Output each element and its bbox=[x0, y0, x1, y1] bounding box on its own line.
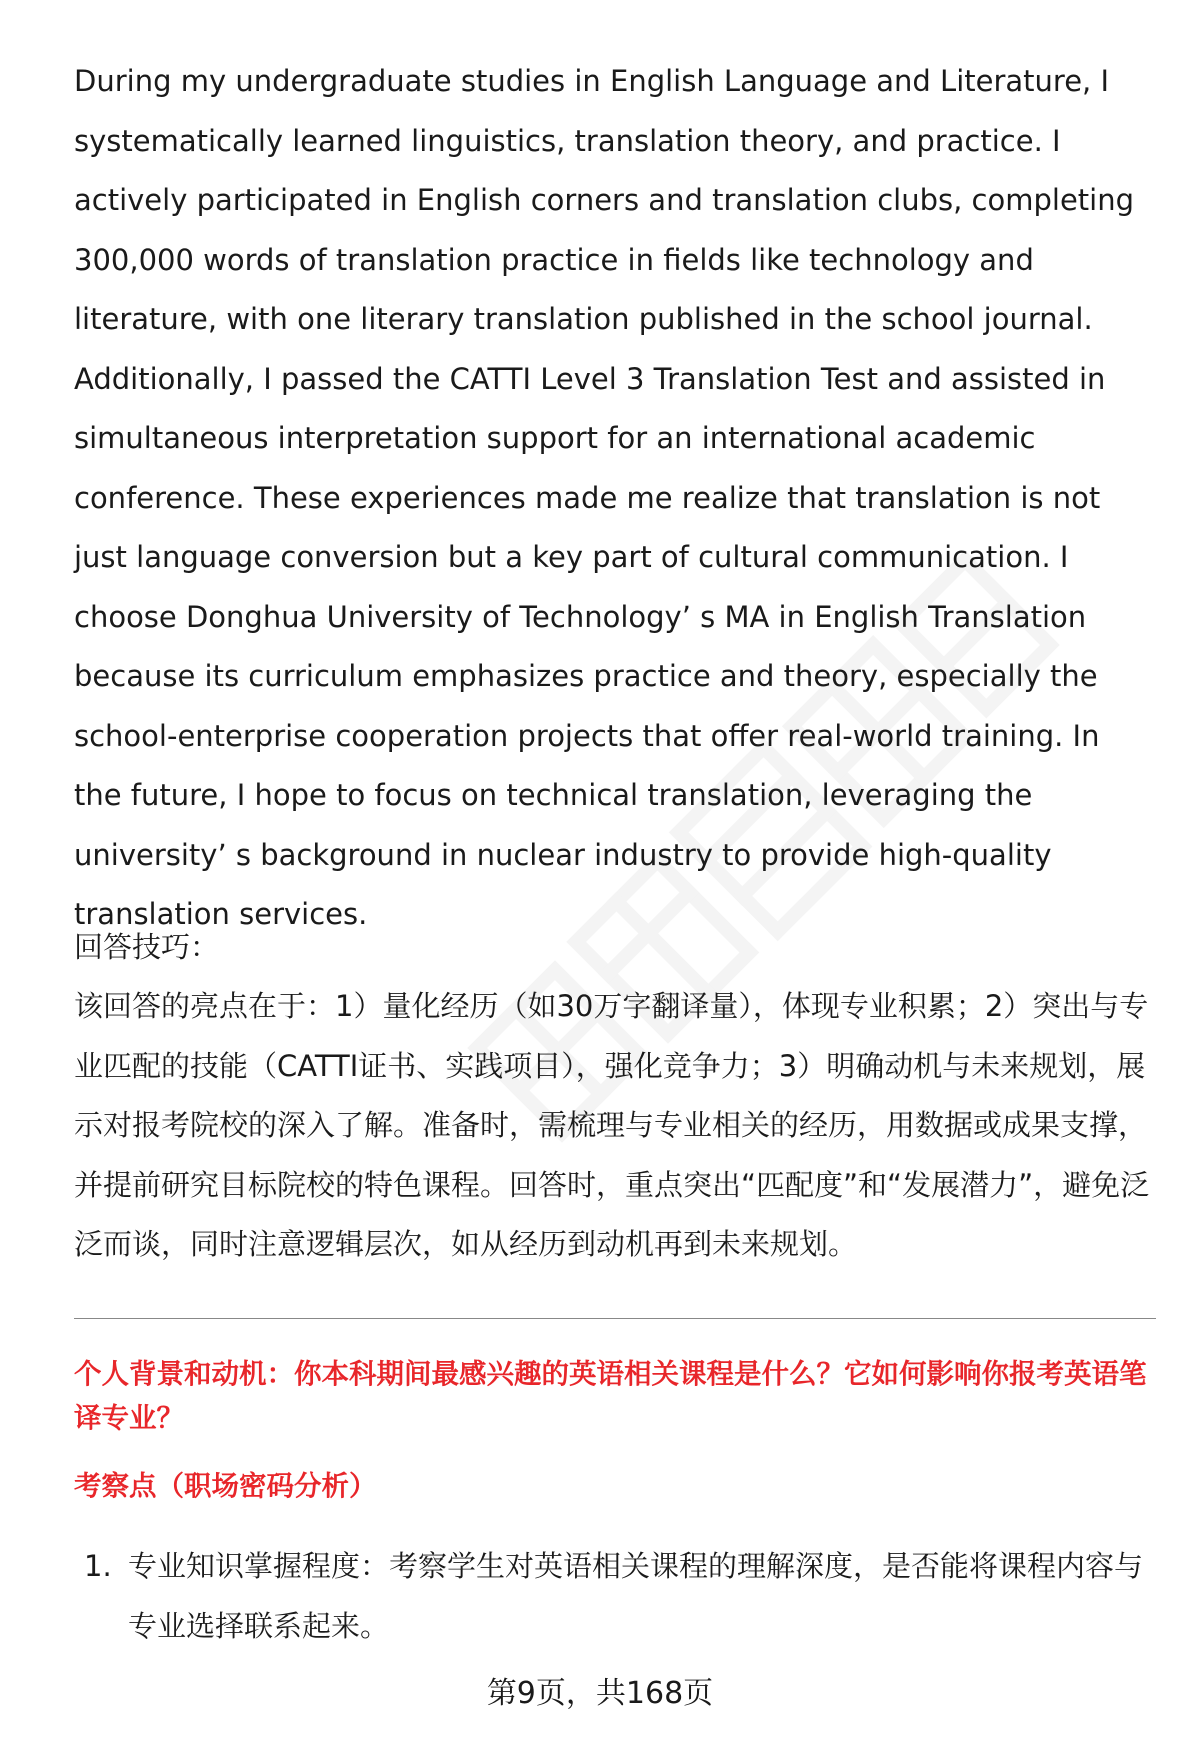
sample-answer-paragraph: During my undergraduate studies in English Language and Literature, I systematically learned linguistics, translation theory, and practice. I actively participated in English corners and translation clubs, completing 300,000 words of translation practice in fields like technology and literature, with one literary translation published in the school journal. Additionally, I passed the CATTI Level 3 Translation Test and assisted in simultaneous interpretation support for an international academic conference. These experiences made me realize that translation is not just language conversion but a key part of cultural communication. I choose Donghua University of Technology’ s MA in English Translation because its curriculum emphasizes practice and theory, especially the school-enterprise cooperation projects that offer real-world training. In the future, I hope to focus on technical translation, leveraging the university’ s background in nuclear industry to provide high-quality translation services. bbox=[74, 64, 1135, 931]
interview-question: 个人背景和动机：你本科期间最感兴趣的英语相关课程是什么？它如何影响你报考英语笔译专业？ bbox=[74, 1358, 1147, 1434]
page-number-footer: 第9页，共168页 bbox=[486, 1676, 714, 1711]
list-item bbox=[84, 1537, 1160, 1656]
analysis-list bbox=[84, 1537, 1160, 1656]
tips-title: 回答技巧： bbox=[74, 930, 220, 964]
analysis-heading: 考察点（职场密码分析） bbox=[74, 1470, 377, 1502]
list-item-text: 专业知识掌握程度：考察学生对英语相关课程的理解深度，是否能将课程内容与专业选择联系起来。 bbox=[128, 1549, 1144, 1643]
list-item-number: 1. bbox=[84, 1549, 112, 1583]
tips-body: 该回答的亮点在于：1）量化经历（如30万字翻译量），体现专业积累；2）突出与专业匹配的技能（CATTI证书、实践项目），强化竞争力；3）明确动机与未来规划，展示对报考院校的深入了解。准备时，需梳理与专业相关的经历，用数据或成果支撑，并提前研究目标院校的特色课程。回答时，重点突出“匹配度”和“发展潜力”，避免泛泛而谈，同时注意逻辑层次，如从经历到动机再到未来规划。 bbox=[74, 989, 1150, 1261]
section-divider bbox=[74, 1318, 1156, 1319]
